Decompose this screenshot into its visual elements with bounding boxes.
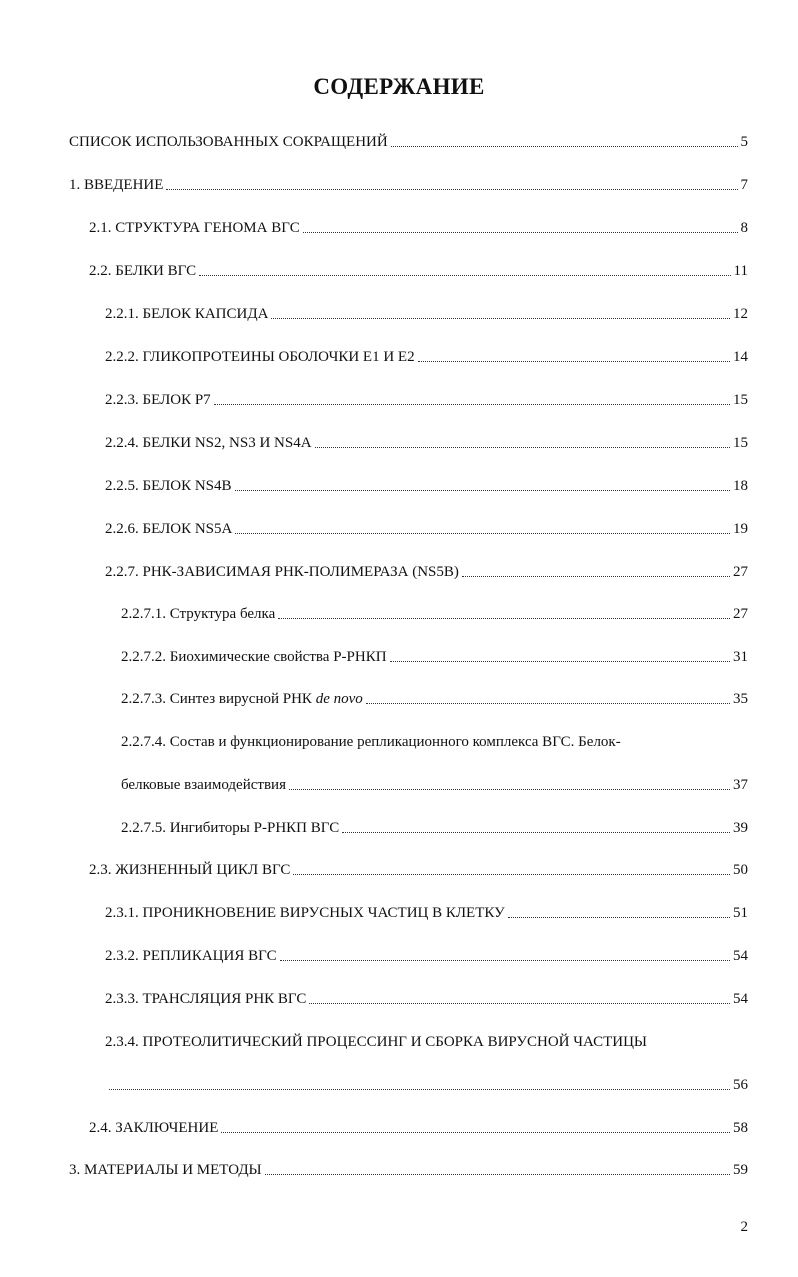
toc-leader-dots xyxy=(418,360,730,362)
toc-entry-page: 51 xyxy=(733,905,748,921)
toc-entry xyxy=(105,990,748,1008)
toc-entry-page: 50 xyxy=(733,862,748,878)
toc-entry-label: 3. МАТЕРИАЛЫ И МЕТОДЫ xyxy=(69,1162,262,1178)
toc-leader-dots xyxy=(293,873,730,875)
toc-entry-page: 14 xyxy=(733,349,748,365)
toc-entry-page: 19 xyxy=(733,521,748,537)
toc-entry xyxy=(121,690,748,708)
toc-entry-label: 2.2.4. БЕЛКИ NS2, NS3 И NS4A xyxy=(105,435,312,451)
toc-entry-page: 15 xyxy=(733,435,748,451)
toc-leader-dots xyxy=(462,575,730,577)
toc-leader-dots xyxy=(278,617,730,619)
toc-entry-label: 2.2.1. БЕЛОК КАПСИДА xyxy=(105,306,269,322)
toc-entry-page: 11 xyxy=(733,263,748,279)
toc-entry-page: 12 xyxy=(733,306,748,322)
toc-entry xyxy=(121,776,748,794)
toc-leader-dots xyxy=(309,1002,730,1004)
toc-entry xyxy=(105,947,748,965)
toc-entry xyxy=(105,563,748,581)
toc-leader-dots xyxy=(235,532,730,534)
toc-entry-label-line1: 2.2.7.4. Состав и функционирование репликационного комплекса ВГС. Белок- xyxy=(121,734,621,750)
toc-entry xyxy=(69,1161,748,1179)
toc-entry-page: 5 xyxy=(740,134,748,150)
toc-entry xyxy=(105,477,748,495)
toc-entry xyxy=(69,133,748,151)
toc-leader-dots xyxy=(342,831,730,833)
toc-entry-label: 2.3.3. ТРАНСЛЯЦИЯ РНК ВГС xyxy=(105,991,307,1007)
toc-leader-dots xyxy=(280,959,730,961)
toc-entry-label: 2.2. БЕЛКИ ВГС xyxy=(89,263,197,279)
toc-entry-label: 1. ВВЕДЕНИЕ xyxy=(69,177,164,193)
toc-entry-page: 15 xyxy=(733,392,748,408)
toc-leader-dots xyxy=(390,660,730,662)
toc-entry xyxy=(105,520,748,538)
toc-entry-page: 27 xyxy=(733,606,748,622)
toc-entry-label: 2.2.5. БЕЛОК NS4B xyxy=(105,478,232,494)
page-title: СОДЕРЖАНИЕ xyxy=(313,74,485,99)
toc-leader-dots xyxy=(366,702,730,704)
toc-leader-dots xyxy=(214,403,730,405)
toc-entry xyxy=(105,391,748,409)
toc-entry-label: 2.3.1. ПРОНИКНОВЕНИЕ ВИРУСНЫХ ЧАСТИЦ В КЛЕТКУ xyxy=(105,905,505,921)
toc-entry-label: 2.3.2. РЕПЛИКАЦИЯ ВГС xyxy=(105,948,277,964)
toc-entry-page: 7 xyxy=(740,177,748,193)
toc-entry-page: 37 xyxy=(733,777,748,793)
toc-entry xyxy=(109,1076,748,1094)
toc-entry-page: 8 xyxy=(740,220,748,236)
toc-entry-label: 2.2.7.2. Биохимические свойства Р-РНКП xyxy=(121,649,387,665)
toc-entry-page: 39 xyxy=(733,820,748,836)
toc-entry xyxy=(69,176,748,194)
toc-entry-page: 18 xyxy=(733,478,748,494)
toc-entry-page: 56 xyxy=(733,1077,748,1093)
toc-entry-label xyxy=(121,690,363,708)
toc-entry-label-line1: 2.3.4. ПРОТЕОЛИТИЧЕСКИЙ ПРОЦЕССИНГ И СБОРКА ВИРУСНОЙ ЧАСТИЦЫ xyxy=(105,1034,648,1050)
toc-entry xyxy=(89,262,748,280)
toc-entry xyxy=(105,348,748,366)
toc-leader-dots xyxy=(315,446,730,448)
toc-entry-label: 2.3. ЖИЗНЕННЫЙ ЦИКЛ ВГС xyxy=(89,862,291,878)
toc-leader-dots xyxy=(508,916,730,918)
toc-entry-page: 54 xyxy=(733,991,748,1007)
page-number: 2 xyxy=(740,1219,748,1235)
toc-leader-dots xyxy=(391,145,738,147)
toc-entry-page: 58 xyxy=(733,1120,748,1136)
toc-entry-label: 2.1. СТРУКТУРА ГЕНОМА ВГС xyxy=(89,220,300,236)
toc-entry-label: 2.2.7. РНК-ЗАВИСИМАЯ РНК-ПОЛИМЕРАЗА (NS5B) xyxy=(105,564,459,580)
toc-entry xyxy=(105,434,748,452)
toc-entry-page: 31 xyxy=(733,649,748,665)
toc-entry xyxy=(105,904,748,922)
toc-leader-dots xyxy=(271,317,730,319)
toc-entry-label-line2: белковые взаимодействия xyxy=(121,777,286,793)
toc-leader-dots xyxy=(199,274,730,276)
toc-entry-label-italic: de novo xyxy=(315,691,363,707)
toc-entry xyxy=(121,605,748,623)
toc-entry-label: 2.2.2. ГЛИКОПРОТЕИНЫ ОБОЛОЧКИ Е1 И Е2 xyxy=(105,349,415,365)
toc-entry-page: 54 xyxy=(733,948,748,964)
toc-entry xyxy=(121,819,748,837)
toc-entry xyxy=(121,648,748,666)
toc-entry-label: 2.2.7.1. Структура белка xyxy=(121,606,276,622)
toc-leader-dots xyxy=(221,1131,730,1133)
toc-entry xyxy=(89,219,748,237)
toc-leader-dots xyxy=(235,489,730,491)
toc-entry-page: 59 xyxy=(733,1162,748,1178)
toc-entry-page: 35 xyxy=(733,691,748,707)
toc-entry-label: 2.2.7.5. Ингибиторы Р-РНКП ВГС xyxy=(121,820,340,836)
toc-entry xyxy=(89,861,748,879)
toc-entry-page: 27 xyxy=(733,564,748,580)
toc-entry xyxy=(89,1119,748,1137)
toc-entry-label: 2.2.3. БЕЛОК Р7 xyxy=(105,392,211,408)
toc-leader-dots xyxy=(303,231,738,233)
toc-entry xyxy=(105,305,748,323)
toc-entry-label: 2.2.6. БЕЛОК NS5A xyxy=(105,521,233,537)
toc-leader-dots xyxy=(289,788,730,790)
toc-entry-label: 2.4. ЗАКЛЮЧЕНИЕ xyxy=(89,1120,219,1136)
toc-entry-label: СПИСОК ИСПОЛЬЗОВАННЫХ СОКРАЩЕНИЙ xyxy=(69,134,388,150)
toc-entry-label-prefix: 2.2.7.3. Синтез вирусной РНК xyxy=(121,691,316,707)
toc-leader-dots xyxy=(109,1088,730,1090)
toc-leader-dots xyxy=(166,188,737,190)
toc-leader-dots xyxy=(265,1173,730,1175)
